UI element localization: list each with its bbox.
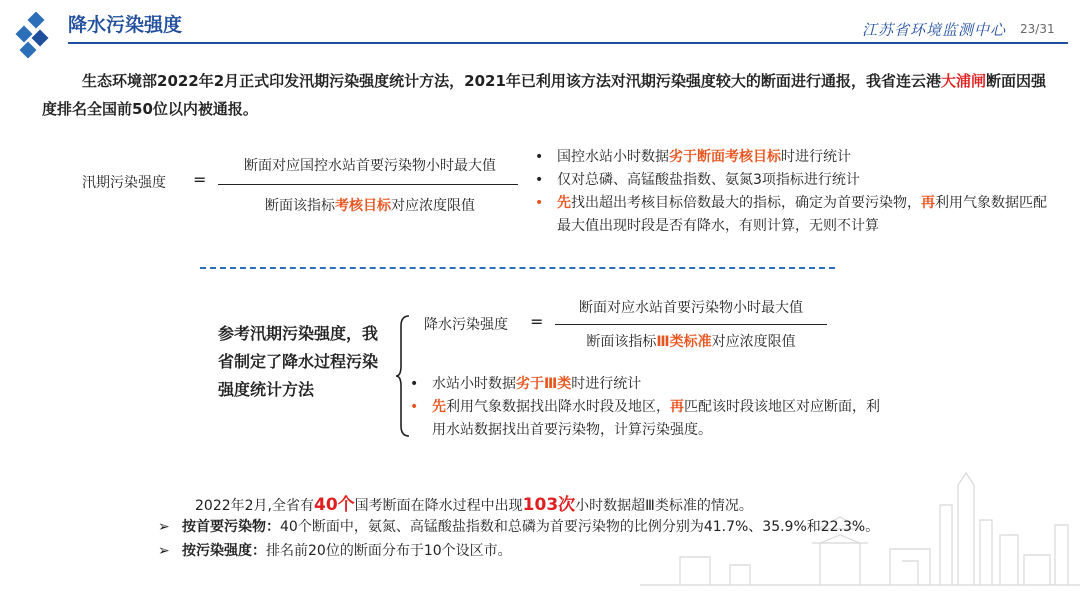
point-label: 按首要污染物： — [182, 519, 280, 535]
summary-count-sections: 40个 — [314, 495, 355, 515]
list-item — [535, 169, 1055, 192]
bullet-dot: • — [410, 376, 419, 392]
point-label: 按污染强度： — [182, 543, 266, 559]
summary-text: 小时数据超Ⅲ类标准的情况。 — [575, 498, 753, 514]
formula2-numerator: 断面对应水站首要污染物小时最大值 — [579, 300, 803, 316]
formula2-notes — [410, 373, 880, 442]
method-heading: 参考汛期污染强度，我省制定了降水过程污染强度统计方法 — [218, 324, 379, 399]
note-highlight: 劣于断面考核目标 — [669, 149, 781, 165]
intro-paragraph — [42, 67, 1052, 123]
arrow-bullet-icon: ➢ — [158, 519, 170, 535]
point-text: 40个断面中，氨氮、高锰酸盐指数和总磷为首要污染物的比例分别为41.7%、35.9%和22.3%。 — [280, 519, 880, 535]
formula1-notes — [535, 146, 1055, 238]
intro-highlight: 大浦闸 — [940, 72, 986, 90]
bullet-dot: • — [535, 195, 544, 211]
formula1-denominator — [222, 195, 518, 215]
formula1-numerator: 断面对应国控水站首要污染物小时最大值 — [244, 158, 496, 174]
point-by-intensity — [158, 540, 512, 560]
bullet-dot: • — [535, 149, 544, 165]
note-highlight: 再 — [670, 399, 684, 415]
intro-text-1: 生态环境部2022年2月正式印发汛期污染强度统计方法，2021年已利用该方法对汛期污染强度较大的断面进行通报，我省连云港 — [82, 72, 941, 90]
note-text: 时进行统计 — [781, 149, 851, 165]
point-by-pollutant — [158, 516, 879, 536]
formula2-den-highlight: Ⅲ类标准 — [656, 334, 712, 350]
organization-name: 江苏省环境监测中心 — [862, 21, 1007, 39]
list-item — [535, 192, 1055, 238]
summary-text: 国考断面在降水过程中出现 — [354, 498, 523, 514]
note-text: 利用气象数据匹配最大值出现时段是否有降水，有则计算，无则不计算 — [557, 195, 1047, 234]
note-highlight: 先 — [432, 399, 446, 415]
formula2-label: 降水污染强度 — [424, 317, 508, 333]
bullet-dot: • — [535, 172, 544, 188]
note-highlight: 劣于Ⅲ类 — [516, 376, 572, 392]
summary-count-hours: 103次 — [522, 495, 576, 515]
intro-text-2: 断面因强度排名全国前50位以内被通报。 — [42, 72, 1046, 118]
arrow-bullet-icon: ➢ — [158, 543, 170, 559]
formula2-den-pre: 断面该指标 — [586, 334, 657, 350]
note-text: 时进行统计 — [571, 376, 642, 392]
formula1-equals: = — [193, 170, 207, 189]
formula1-label: 汛期污染强度 — [82, 175, 166, 191]
note-text: 匹配该时段该地区对应断面，利用水站数据找出首要污染物，计算污染强度。 — [432, 399, 880, 438]
formula2-fraction-bar — [555, 324, 827, 325]
page-title: 降水污染强度 — [68, 14, 183, 36]
point-text: 排名前20位的断面分布于10个设区市。 — [266, 543, 512, 559]
formula2-equals: = — [530, 312, 544, 331]
note-text: 找出超出考核目标倍数最大的指标，确定为首要污染物， — [571, 195, 921, 211]
section-divider — [200, 267, 835, 269]
summary-line — [195, 490, 753, 515]
formula2-denominator — [557, 331, 825, 351]
list-item — [535, 146, 1055, 169]
note-text: 国控水站小时数据 — [557, 149, 669, 165]
note-highlight: 先 — [557, 195, 571, 211]
bullet-dot: • — [410, 399, 419, 415]
note-highlight: 再 — [921, 195, 935, 211]
page-number: 23/31 — [1020, 22, 1055, 36]
note-text: 水站小时数据 — [432, 376, 516, 392]
formula2-den-post: 对应浓度限值 — [711, 334, 796, 350]
summary-text: 2022年2月,全省有 — [195, 498, 314, 514]
formula1-fraction-bar — [218, 184, 518, 185]
note-text: 利用气象数据找出降水时段及地区， — [446, 399, 670, 415]
list-item — [410, 396, 880, 442]
formula1-den-highlight: 考核目标 — [335, 198, 391, 214]
logo-diamonds-icon — [12, 12, 58, 58]
formula1-den-post: 对应浓度限值 — [391, 198, 475, 214]
list-item — [410, 373, 880, 396]
note-text: 仅对总磷、高锰酸盐指数、氨氮3项指标进行统计 — [557, 172, 860, 188]
formula1-den-pre: 断面该指标 — [265, 198, 335, 214]
title-underline — [68, 42, 1068, 44]
